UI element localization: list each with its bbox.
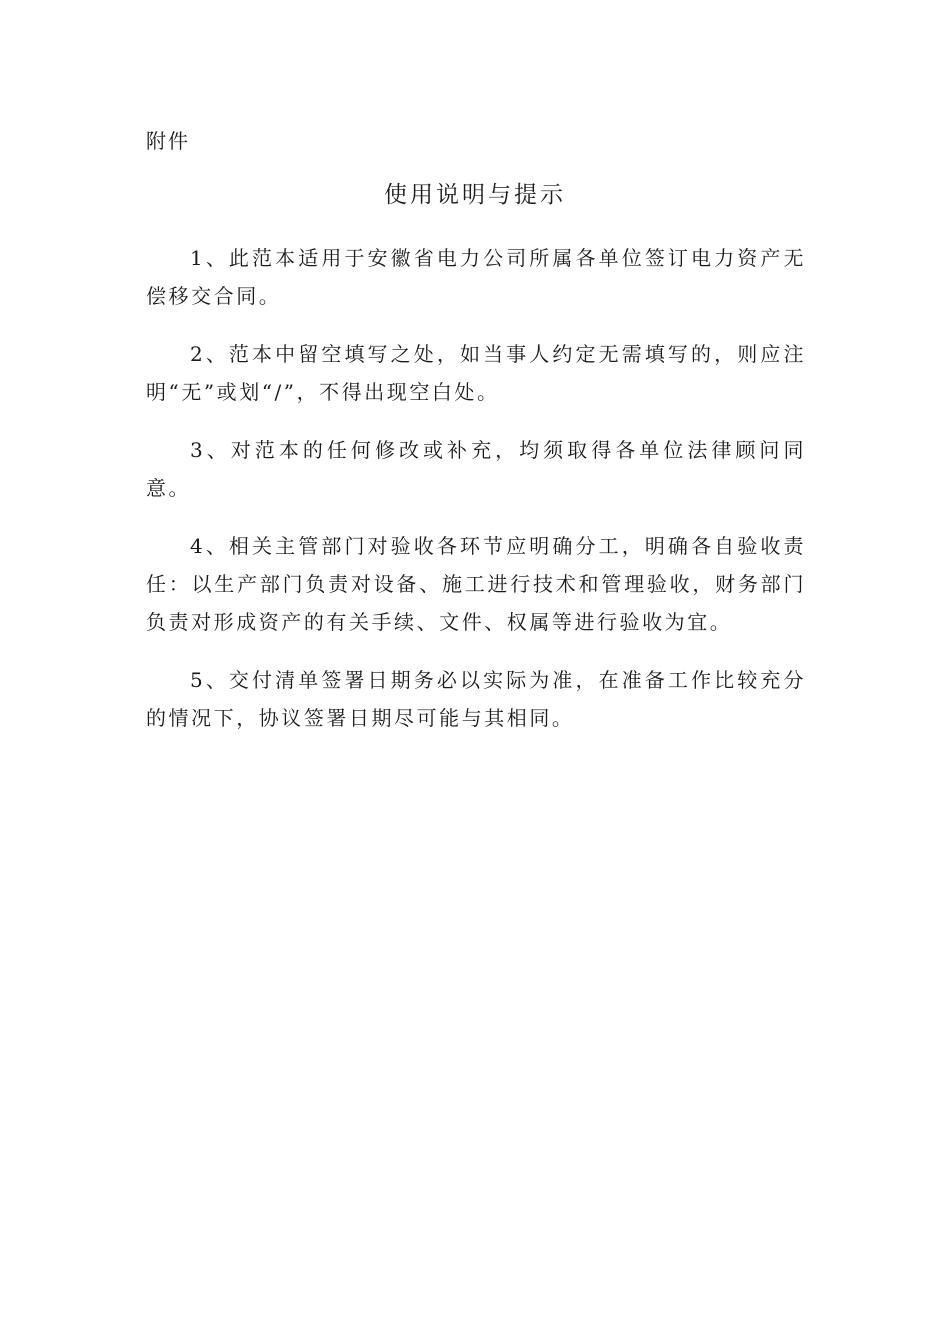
attachment-label: 附件 [146, 129, 190, 153]
instruction-item-2: 2、范本中留空填写之处，如当事人约定无需填写的，则应注明“无”或划“/”，不得出现空白处。 [146, 342, 806, 404]
instructions-body [146, 239, 806, 757]
instruction-item-1: 1、此范本适用于安徽省电力公司所属各单位签订电力资产无偿移交合同。 [146, 246, 806, 308]
instruction-item-3: 3、对范本的任何修改或补充，均须取得各单位法律顾问同意。 [146, 438, 806, 500]
instruction-item-4: 4、相关主管部门对验收各环节应明确分工，明确各自验收责任：以生产部门负责对设备、施工进行技术和管理验收，财务部门负责对形成资产的有关手续、文件、权属等进行验收为宜。 [146, 534, 806, 634]
instruction-item-5: 5、交付清单签署日期务必以实际为准，在准备工作比较充分的情况下，协议签署日期尽可能与其相同。 [146, 668, 806, 730]
page-title: 使用说明与提示 [384, 182, 566, 208]
